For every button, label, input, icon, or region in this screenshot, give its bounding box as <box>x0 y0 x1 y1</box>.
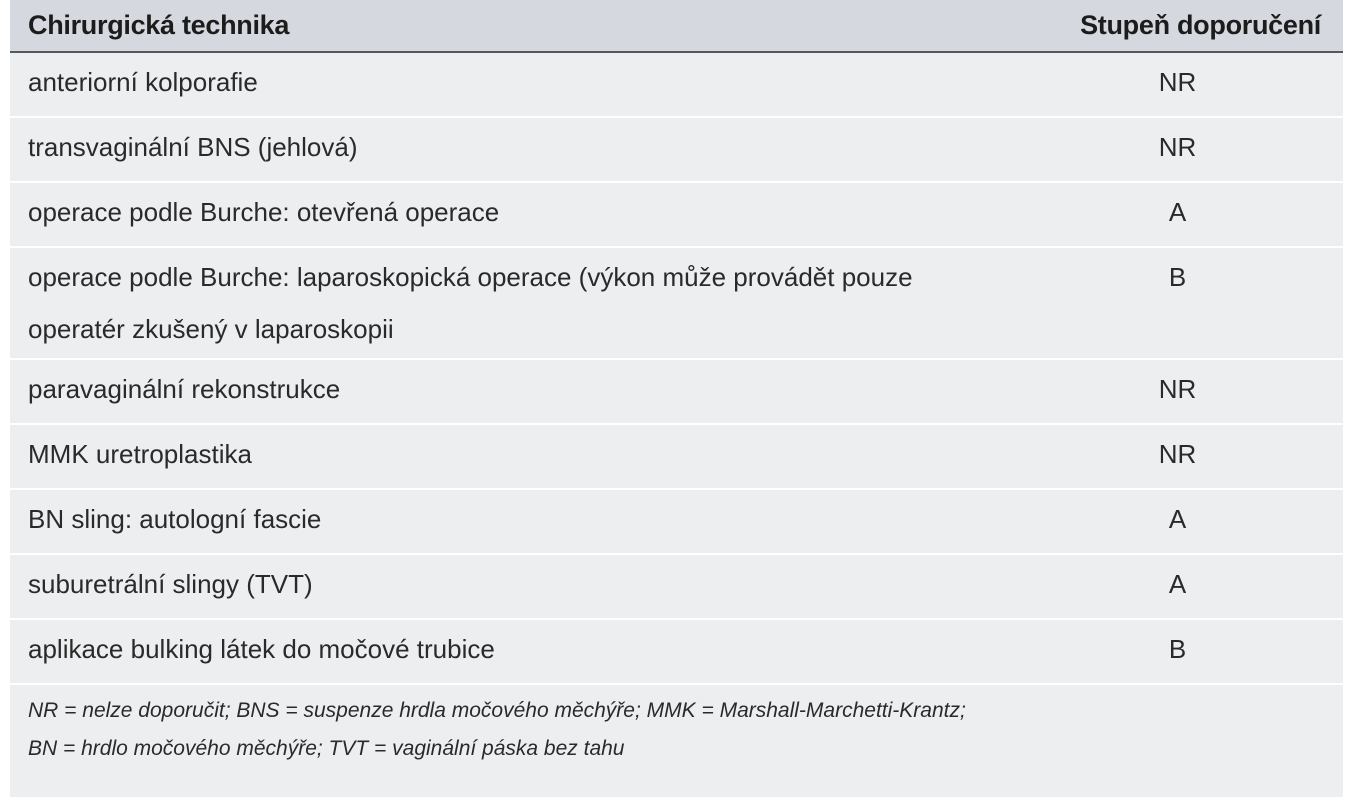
grade-cell: NR <box>1158 374 1197 404</box>
table-row <box>10 360 1343 425</box>
table-row <box>10 425 1343 490</box>
grade-cell: B <box>1168 634 1187 664</box>
technique-cell: MMK uretroplastika <box>28 439 252 469</box>
grade-cell: NR <box>1158 132 1197 162</box>
grade-cell: A <box>1168 504 1187 534</box>
grade-cell: B <box>1168 262 1187 292</box>
technique-cell: transvaginální BNS (jehlová) <box>28 132 358 162</box>
technique-cell: aplikace bulking látek do močové trubice <box>28 634 495 664</box>
grade-cell: A <box>1168 569 1187 599</box>
technique-cell: operace podle Burche: laparoskopická operace (výkon může provádět pouze operatér zkušený v laparoskopii <box>28 262 913 344</box>
table-row <box>10 53 1343 118</box>
technique-cell: suburetrální slingy (TVT) <box>28 569 313 599</box>
header-grade: Stupeň doporučení <box>1080 10 1321 40</box>
table-row <box>10 183 1343 248</box>
technique-cell: paravaginální rekonstrukce <box>28 374 341 404</box>
footnote-line: NR = nelze doporučit; BNS = suspenze hrdla močového měchýře; MMK = Marshall-Marchetti-Krantz; <box>28 699 966 722</box>
technique-cell: anteriorní kolporafie <box>28 67 258 97</box>
grade-cell: A <box>1168 197 1187 227</box>
grade-cell: NR <box>1158 439 1197 469</box>
table-row <box>10 118 1343 183</box>
technique-cell: operace podle Burche: otevřená operace <box>28 197 500 227</box>
technique-cell: BN sling: autologní fascie <box>28 504 322 534</box>
table-footnote <box>28 692 1328 768</box>
table-row <box>10 555 1343 620</box>
table-body <box>10 53 1343 685</box>
table-row <box>10 490 1343 555</box>
recommendation-table <box>10 0 1343 797</box>
table-row <box>10 620 1343 685</box>
table-header <box>10 0 1343 53</box>
header-technique: Chirurgická technika <box>28 10 290 40</box>
table-row <box>10 248 1343 360</box>
footnote-line: BN = hrdlo močového měchýře; TVT = vaginální páska bez tahu <box>28 737 625 760</box>
grade-cell: NR <box>1158 67 1197 97</box>
